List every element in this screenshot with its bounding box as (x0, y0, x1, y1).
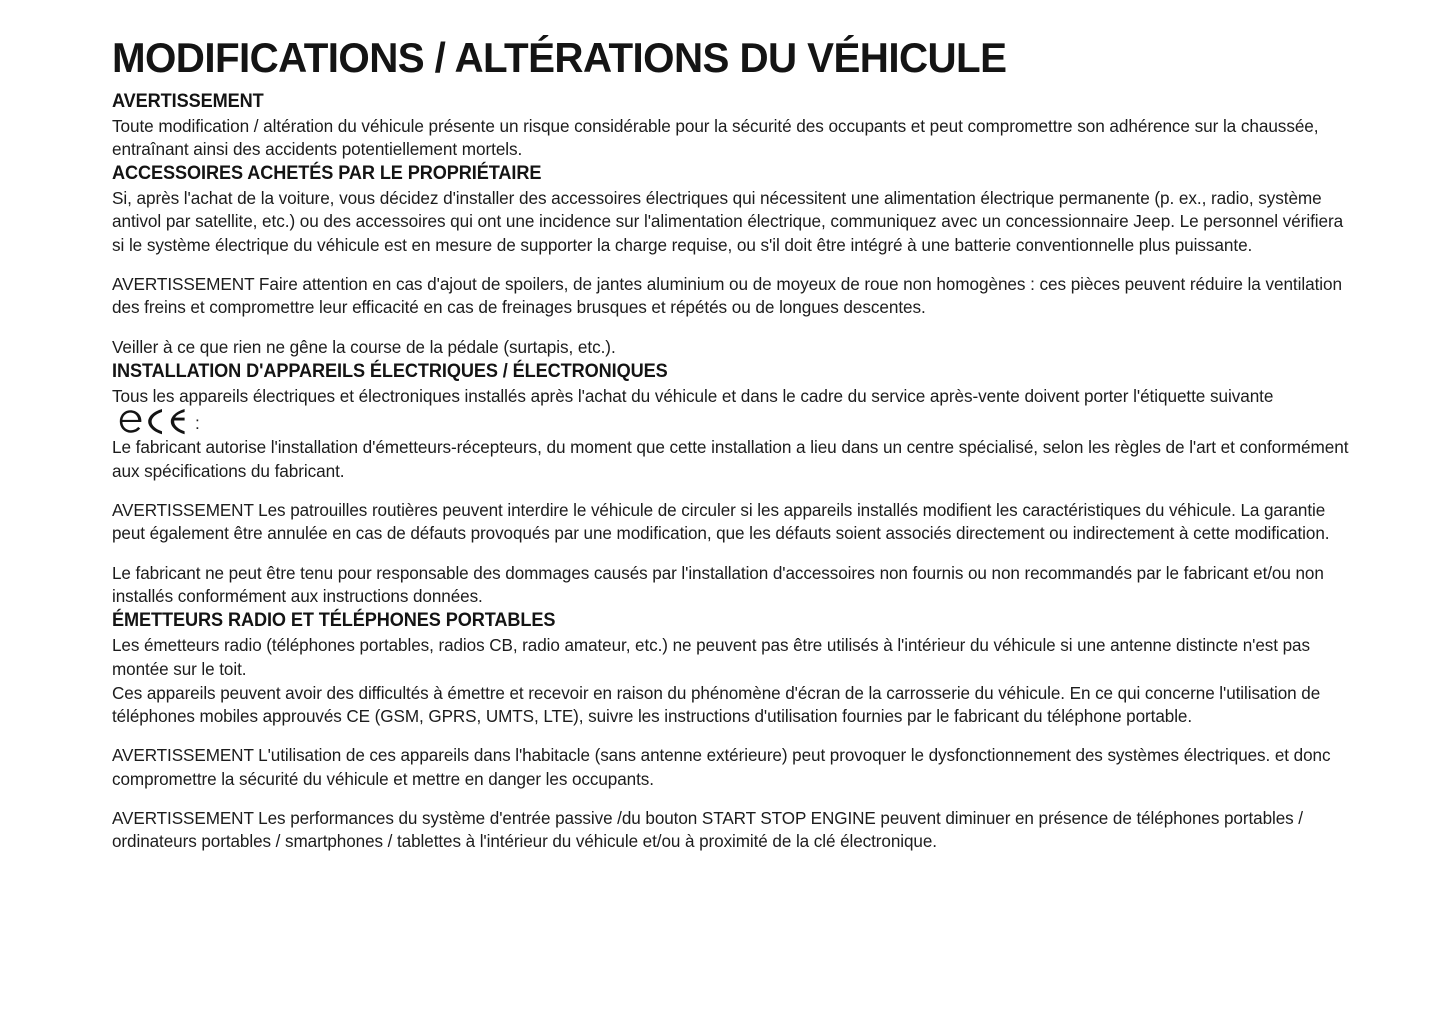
paragraph: Veiller à ce que rien ne gêne la course de la pédale (surtapis, etc.). (112, 336, 616, 357)
section-emetteurs-radio (112, 609, 1349, 853)
section-avertissement (112, 90, 1349, 162)
section-heading-avertissement: AVERTISSEMENT (112, 89, 264, 112)
paragraph: Le fabricant autorise l'installation d'émetteurs-récepteurs, du moment que cette installation a lieu dans un centre spécialisé, selon les règles de l'art et conformément aux spécifications du fabricant. (112, 437, 1349, 481)
ce-mark-icon (146, 408, 188, 435)
paragraph: Toute modification / altération du véhicule présente un risque considérable pour la sécurité des occupants et peut compromettre son adhérence sur la chaussée, entraînant ainsi des accidents potentiellement mortels. (112, 115, 1319, 159)
section-heading-emetteurs-radio: ÉMETTEURS RADIO ET TÉLÉPHONES PORTABLES (112, 609, 556, 632)
mark-paragraph-text-before: Tous les appareils électriques et électroniques installés après l'achat du véhicule et dans le cadre du service après-vente doivent porter l'étiquette suivante (112, 385, 1274, 406)
paragraph-warning: AVERTISSEMENT L'utilisation de ces appareils dans l'habitacle (sans antenne extérieure) peut provoquer le dysfonctionnement des systèmes électriques. et donc compromettre la sécurité du véhicule et mettre en danger les occupants. (112, 745, 1331, 789)
paragraph: Les émetteurs radio (téléphones portables, radios CB, radio amateur, etc.) ne peuvent pas être utilisés à l'intérieur du véhicule si une antenne distincte n'est pas montée sur le toit. (112, 635, 1310, 679)
page-title: MODIFICATIONS / ALTÉRATIONS DU VÉHICULE (112, 34, 1007, 81)
section-accessoires (112, 162, 1349, 359)
section-heading-accessoires: ACCESSOIRES ACHETÉS PAR LE PROPRIÉTAIRE (112, 162, 542, 185)
section-installation-appareils (112, 360, 1349, 608)
paragraph: Ces appareils peuvent avoir des difficultés à émettre et recevoir en raison du phénomène d'écran de la carrosserie du véhicule. En ce qui concerne l'utilisation de téléphones mobiles approuvés CE (GSM, GPRS, UMTS, LTE), suivre les instructions d'utilisation fournies par le fabricant du téléphone portable. (112, 682, 1321, 727)
e-mark-icon (118, 408, 143, 435)
paragraph-warning: AVERTISSEMENT Les performances du système d'entrée passive /du bouton START STOP ENGINE peuvent diminuer en présence de téléphones portables / ordinateurs portables / smartphones / tablettes à l'intérieur du véhicule et/ou à proximité de la clé électronique. (112, 808, 1303, 852)
approval-marks (118, 408, 188, 435)
paragraph-warning: AVERTISSEMENT Faire attention en cas d'ajout de spoilers, de jantes aluminium ou de moyeux de roue non homogènes : ces pièces peuvent réduire la ventilation des freins et compromettre leur efficacité en cas de freinages brusques et répétés ou de longues descentes. (112, 274, 1342, 318)
section-heading-installation-appareils: INSTALLATION D'APPAREILS ÉLECTRIQUES / ÉLECTRONIQUES (112, 359, 668, 382)
mark-paragraph-text-after: : (195, 413, 200, 434)
paragraph: Si, après l'achat de la voiture, vous décidez d'installer des accessoires électriques qui nécessitent une alimentation électrique permanente (p. ex., radio, système antivol par satellite, etc.) ou des accessoires qui ont une incidence sur l'alimentation électrique, communiquez avec un concessionnaire Jeep. Le personnel vérifiera si le système électrique du véhicule est en mesure de supporter la charge requise, ou s'il doit être intégré à une batterie conventionnelle plus puissante. (112, 188, 1344, 255)
paragraph-with-ce-mark (112, 385, 1349, 436)
paragraph: Le fabricant ne peut être tenu pour responsable des dommages causés par l'installation d'accessoires non fournis ou non recommandés par le fabricant et/ou non installés conformément aux instructions données. (112, 562, 1324, 606)
paragraph-warning: AVERTISSEMENT Les patrouilles routières peuvent interdire le véhicule de circuler si les appareils installés modifient les caractéristiques du véhicule. La garantie peut également être annulée en cas de défauts provoqués par une modification, que les défauts soient associés directement ou indirectement à cette modification. (112, 500, 1330, 544)
